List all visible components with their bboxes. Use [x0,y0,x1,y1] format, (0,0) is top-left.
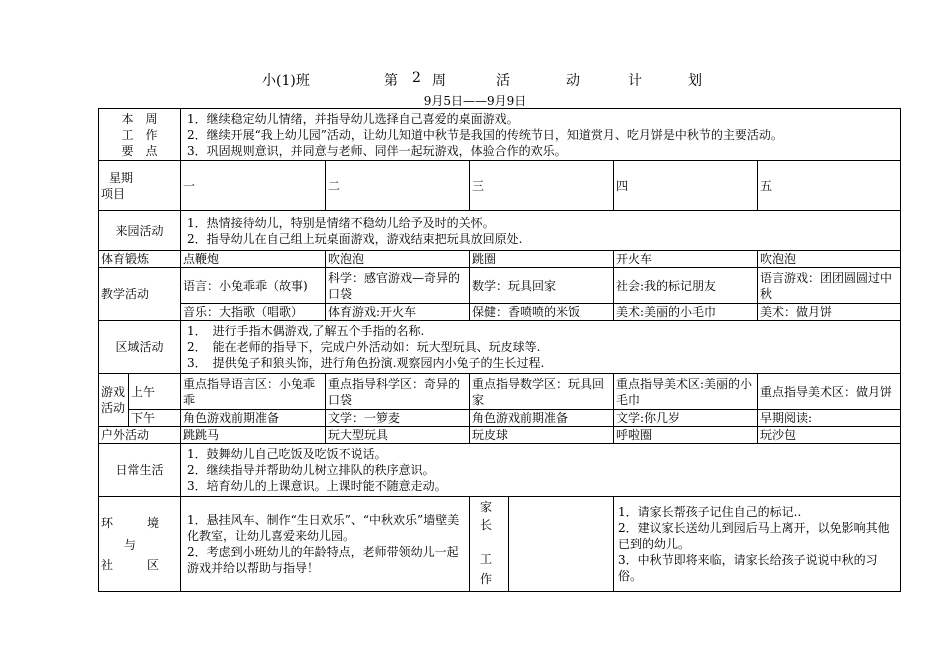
pe-cell: 开火车 [614,251,758,268]
family-label: 家 长 工 作 [470,497,509,591]
game-am-cell: 重点指导数学区：玩具回家 [470,374,614,410]
teaching-cell: 数学：玩具回家 [470,268,614,304]
area-label: 区域活动 [99,321,181,374]
family-content [614,497,901,592]
teaching-row-1 [99,268,901,304]
game-pm-cell: 角色游戏前期准备 [181,410,326,427]
game-am-cell: 重点指导科学区：奇异的口袋 [326,374,470,410]
environment-item: 2．考虑到小班幼儿的年龄特点，老师带领幼儿一起游戏并给以帮助与指导！ [187,545,459,575]
family-cell [470,497,614,592]
arrival-label: 来园活动 [99,211,181,251]
title-week-num: 2 [412,70,421,86]
family-item: 1．请家长帮孩子记住自己的标记.. [618,505,802,519]
pe-label: 体育锻炼 [99,251,181,268]
goal-item: 3．巩固规则意识，并同意与老师、同伴一起玩游戏，体验合作的欢乐。 [187,143,567,158]
goals-row [99,109,901,161]
game-row-am [99,374,901,410]
game-am-cell: 重点指导美术区：做月饼 [758,374,901,410]
outdoor-cell: 玩皮球 [470,427,614,444]
title-char-3: 计 [628,73,642,89]
title-char-2: 动 [566,73,580,89]
game-pm-cell: 早期阅读: [758,410,901,427]
teaching-cell: 音乐：大指歌（唱歌） [181,304,326,321]
pe-cell: 跳圈 [470,251,614,268]
teaching-cell: 语言：小兔乖乖（故事) [181,268,326,304]
goals-content [181,109,901,161]
pe-cell: 吹泡泡 [326,251,470,268]
weekday-3: 三 [470,161,614,211]
area-row [99,321,901,374]
weekday-1: 一 [181,161,326,211]
game-pm-label: 下午 [129,410,181,427]
game-am-cell: 重点指导语言区：小兔乖乖 [181,374,326,410]
teaching-label: 教学活动 [99,268,181,321]
arrival-item: 1．热情接待幼儿，特别是情绪不稳幼儿给予及时的关怀。 [187,215,495,230]
game-am-cell: 重点指导美术区:美丽的小毛巾 [614,374,758,410]
goals-label: 本 周 工 作 要 点 [99,109,181,161]
teaching-cell: 美术：做月饼 [758,304,901,321]
area-item: 3． 提供兔子和狼头饰，进行角色扮演.观察园内小兔子的生长过程. [187,356,545,370]
header-corner: 星期 项目 [99,161,181,211]
daily-row [99,444,901,497]
game-pm-cell: 文学:你几岁 [614,410,758,427]
arrival-item: 2．指导幼儿在自己组上玩桌面游戏，游戏结束把玩具放回原处. [187,231,523,246]
weekday-header-row [99,161,901,211]
daily-label: 日常生活 [99,444,181,497]
teaching-cell: 美术:美丽的小毛巾 [614,304,758,321]
pe-cell: 点鞭炮 [181,251,326,268]
environment-content [181,497,470,592]
outdoor-cell: 呼啦圈 [614,427,758,444]
teaching-cell: 体育游戏:开火车 [326,304,470,321]
family-item: 3．中秋节即将来临，请家长给孩子说说中秋的习俗。 [618,553,878,583]
teaching-row-2 [99,304,901,321]
arrival-row [99,211,901,251]
game-pm-cell: 角色游戏前期准备 [470,410,614,427]
outdoor-cell: 跳跳马 [181,427,326,444]
game-am-label: 上午 [129,374,181,410]
teaching-cell: 语言游戏：团团圆圆过中秋 [758,268,901,304]
goal-item: 1．继续稳定幼儿情绪，并指导幼儿选择自己喜爱的桌面游戏。 [187,111,519,126]
title-char-4: 划 [688,73,702,89]
goal-item: 2．继续开展“我上幼儿园”活动，让幼儿知道中秋节是我国的传统节日，知道赏月、吃月饼是中秋节的主要活动。 [187,127,783,142]
teaching-cell: 保健：香喷喷的米饭 [470,304,614,321]
game-pm-cell: 文学：一箩麦 [326,410,470,427]
arrival-content [181,211,901,251]
game-label: 游戏 活动 [99,374,129,427]
weekly-plan-table [98,108,901,592]
environment-family-row [99,497,901,592]
game-row-pm [99,410,901,427]
plan-title [0,70,950,92]
area-content [181,321,901,374]
weekday-4: 四 [614,161,758,211]
daily-item: 1．鼓舞幼儿自己吃饭及吃饭不说话。 [187,447,387,461]
weekday-5: 五 [758,161,901,211]
teaching-cell: 社会:我的标记朋友 [614,268,758,304]
outdoor-row [99,427,901,444]
environment-label: 环 境 与 社 区 [99,497,181,592]
outdoor-cell: 玩沙包 [758,427,901,444]
daily-item: 3．培育幼儿的上课意识。上课时能不随意走动。 [187,479,447,493]
environment-item: 1．悬挂风车、制作“生日欢乐”、“中秋欢乐”墙壁美化教室，让幼儿喜爱来幼儿园。 [187,513,460,543]
area-item: 1． 进行手指木偶游戏,了解五个手指的名称. [187,324,425,338]
title-class: 小(1)班 [262,73,310,89]
title-week-char1: 第 [384,73,398,89]
outdoor-label: 户外活动 [99,427,181,444]
pe-row [99,251,901,268]
daily-content [181,444,901,497]
weekday-2: 二 [326,161,470,211]
title-char-1: 活 [496,73,510,89]
area-item: 2． 能在老师的指导下，完成户外活动如：玩大型玩具、玩皮球等. [187,340,541,354]
outdoor-cell: 玩大型玩具 [326,427,470,444]
pe-cell: 吹泡泡 [758,251,901,268]
date-range: 9月5日——9月9日 [423,94,527,108]
teaching-cell: 科学：感官游戏—奇异的口袋 [326,268,470,304]
title-week-char2: 周 [432,73,446,89]
daily-item: 2．继续指导并帮助幼儿树立排队的秩序意识。 [187,463,435,477]
family-item: 2．建议家长送幼儿到园后马上离开，以免影响其他已到的幼儿。 [618,521,890,551]
